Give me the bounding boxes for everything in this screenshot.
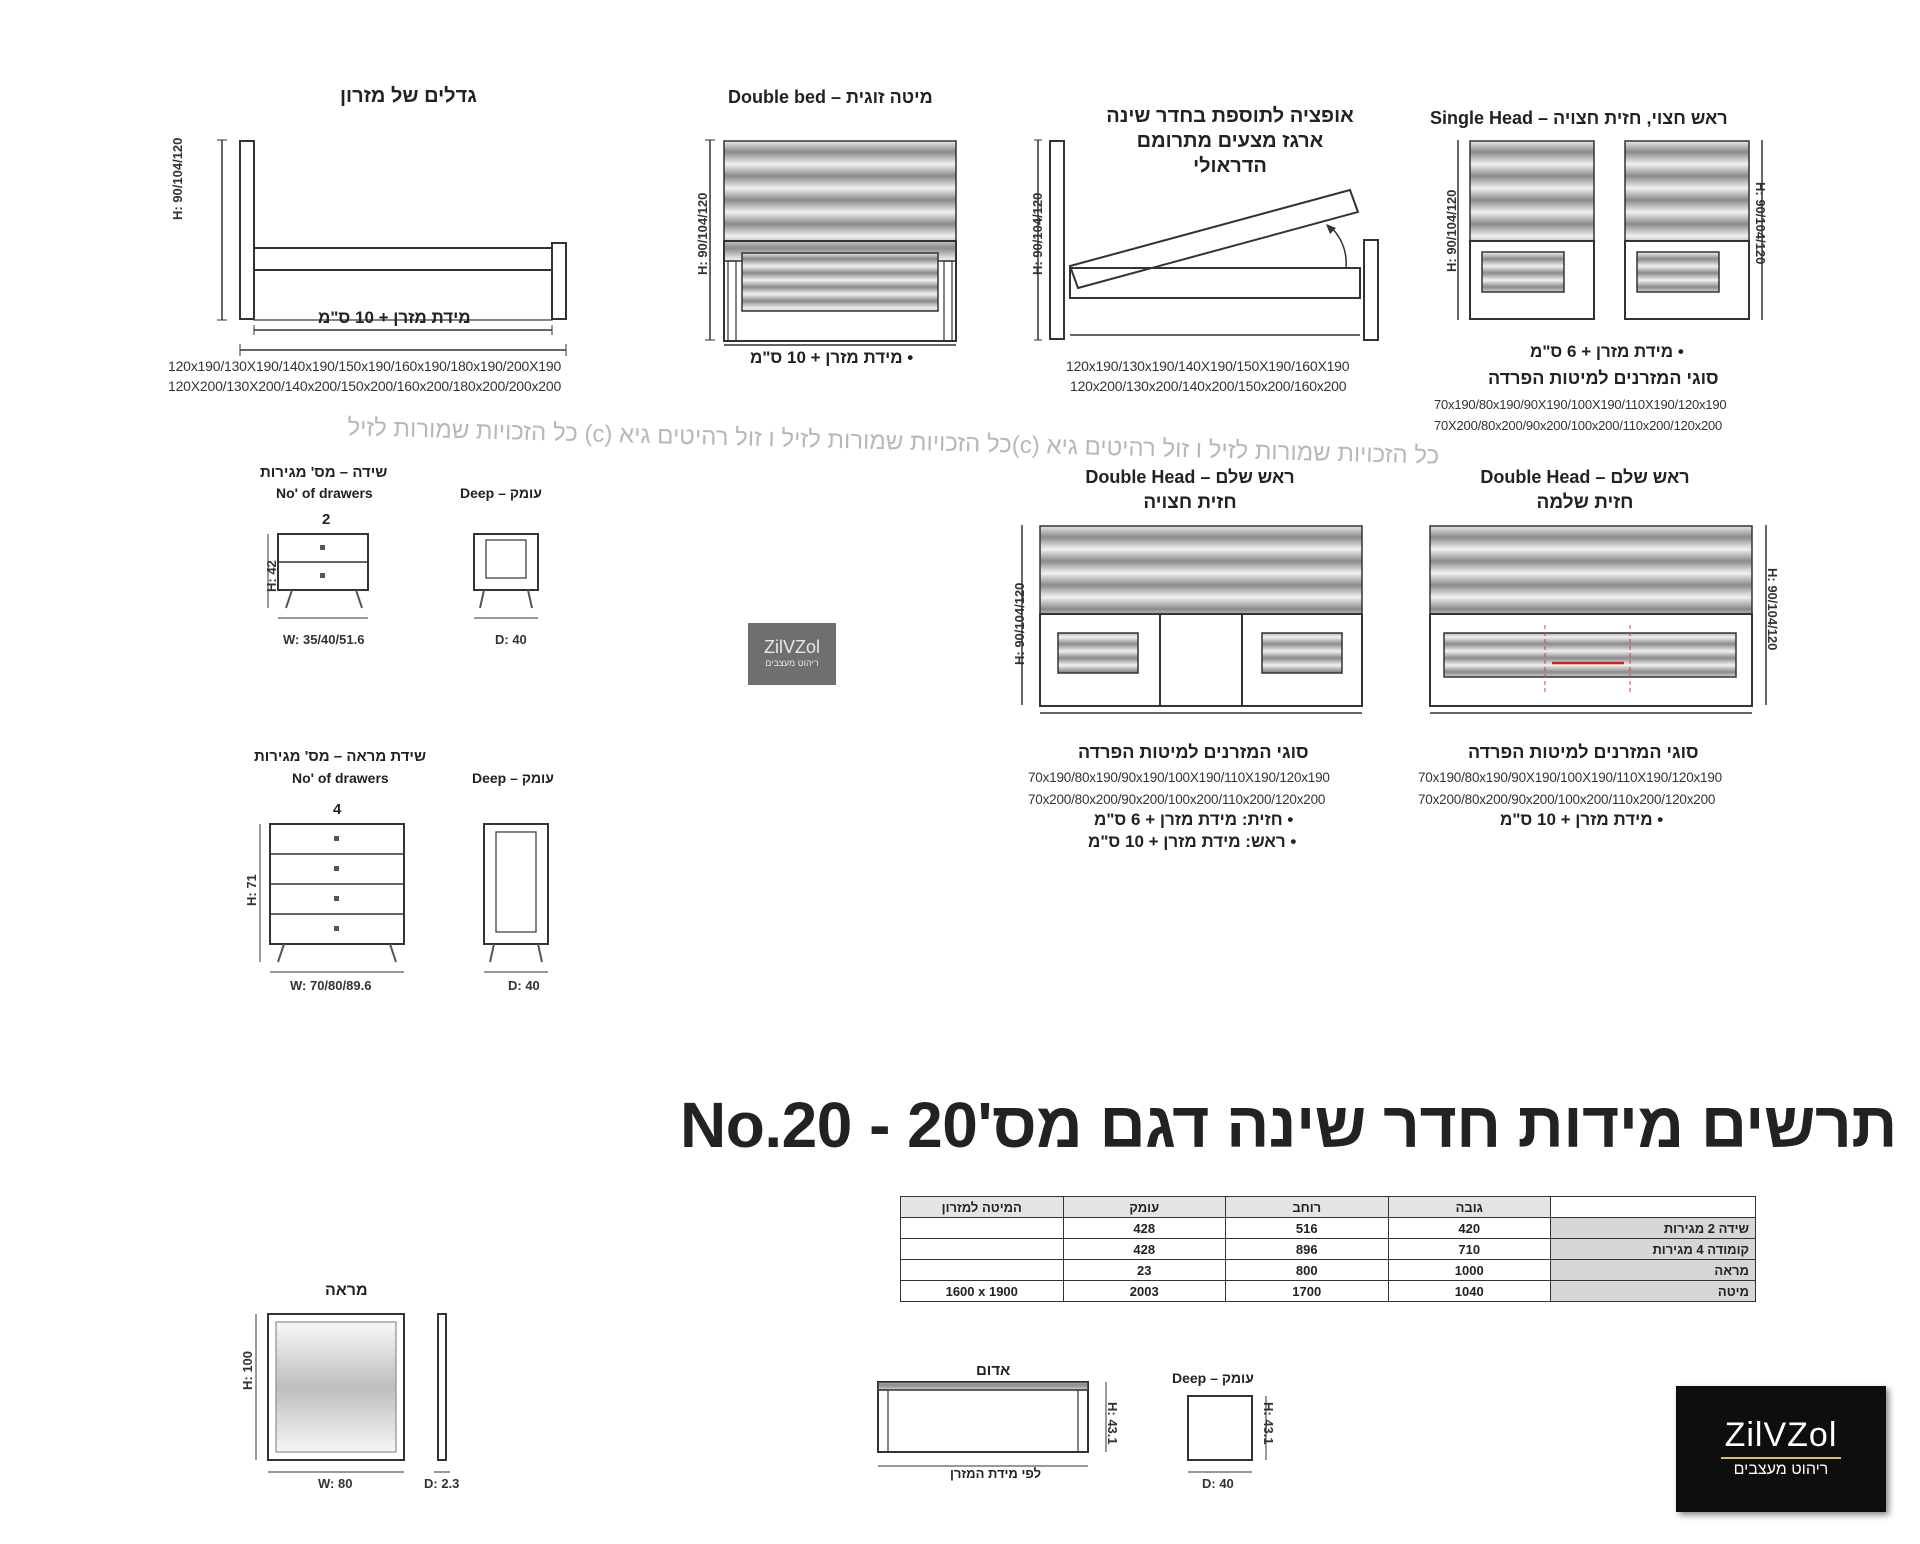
table-row <box>901 1281 1756 1302</box>
table-cell: 23 <box>1063 1260 1226 1281</box>
double-bed-height-label: H: 90/104/120 <box>695 192 710 275</box>
double-head-split-heading1: ראש שלם – Double Head <box>1085 467 1295 487</box>
dresser-heading: שידת מראה – מס' מגירות <box>254 748 427 765</box>
brand-logo-underline <box>1721 1457 1841 1459</box>
dresser-depth: D: 40 <box>508 978 540 993</box>
mirror-heading: מראה <box>325 1282 368 1299</box>
mirror-drawing <box>250 1310 460 1480</box>
spec-header-mattress: המיטה למזרון <box>901 1197 1064 1218</box>
hydraulic-heading-line3: הדראולי <box>1193 155 1267 177</box>
single-head-subheading: סוגי המזרנים למיטות הפרדה <box>1488 368 1719 388</box>
double-head-full-note: • מידת מזרן + 10 ס"מ <box>1500 810 1664 829</box>
table-cell: 420 <box>1388 1218 1551 1239</box>
single-head-height-left: H: 90/104/120 <box>1444 189 1459 272</box>
dresser-deep-label: Deep – עומק <box>472 770 554 786</box>
table-row <box>901 1218 1756 1239</box>
double-bed-heading: מיטה זוגית – Double bed <box>728 87 933 107</box>
bench-depth: D: 40 <box>1202 1476 1234 1491</box>
single-head-drawing <box>1450 140 1780 325</box>
double-head-split-note2: • ראש: מידת מזרן + 10 ס"מ <box>1088 832 1297 851</box>
spec-header-depth: עומק <box>1063 1197 1226 1218</box>
nightstand-deep-label: Deep – עומק <box>460 485 542 501</box>
nightstand-front-drawing <box>270 530 380 630</box>
table-row <box>901 1239 1756 1260</box>
dresser-front-drawing <box>250 820 420 980</box>
nightstand-depth: D: 40 <box>495 632 527 647</box>
single-head-height-right: H: 90/104/120 <box>1753 182 1768 265</box>
spec-header-height: גובה <box>1388 1197 1551 1218</box>
nightstand-heading: שידה – מס' מגירות <box>260 464 388 481</box>
mirror-depth: D: 2.3 <box>424 1476 460 1491</box>
table-cell: 896 <box>1226 1239 1389 1260</box>
single-head-heading: ראש חצוי, חזית חצויה – Single Head <box>1430 108 1728 128</box>
mattress-sizes-line1: 120x190/130X190/140x190/150x190/160x190/180x190/200X190 <box>168 358 562 374</box>
table-cell <box>901 1239 1064 1260</box>
double-head-split-sizes2: 70x200/80x200/90x200/100x200/110x200/120x200 <box>1028 792 1326 807</box>
brand-logo-tagline: ריהוט מעצבים <box>1733 1461 1829 1478</box>
nightstand-drawers-label: No' of drawers <box>276 485 373 501</box>
double-head-split-heading2: חזית חצויה <box>1143 492 1237 513</box>
double-head-full-heading1: ראש שלם – Double Head <box>1480 467 1690 487</box>
table-cell: 710 <box>1388 1239 1551 1260</box>
mattress-height-label: H: 90/104/120 <box>170 137 185 220</box>
dresser-drawers-count: 4 <box>333 801 342 818</box>
double-head-split-height: H: 90/104/120 <box>1012 582 1027 665</box>
hydraulic-sizes-line1: 120x190/130x190/140X190/150X190/160X190 <box>1066 358 1350 374</box>
nightstand-side-drawing <box>468 530 548 630</box>
table-cell: 2003 <box>1063 1281 1226 1302</box>
table-cell <box>901 1218 1064 1239</box>
hydraulic-heading-line2: ארגז מצעים מתרומם <box>1136 130 1324 152</box>
double-head-full-sizes1: 70x190/80x190/90X190/100X190/110X190/120x190 <box>1418 770 1722 785</box>
single-head-note: • מידת מזרן + 6 ס"מ <box>1530 342 1684 361</box>
table-row-label: מראה <box>1551 1260 1756 1281</box>
hydraulic-sizes-line2: 120x200/130x200/140x200/150x200/160x200 <box>1070 378 1347 394</box>
table-cell: 428 <box>1063 1218 1226 1239</box>
bench-deep-label: Deep – עומק <box>1172 1370 1254 1386</box>
spec-table-header-row <box>901 1197 1756 1218</box>
hydraulic-bed-drawing <box>1030 140 1390 350</box>
double-head-full-drawing <box>1420 525 1770 720</box>
table-row-label: מיטה <box>1551 1281 1756 1302</box>
dresser-side-drawing <box>478 820 558 980</box>
table-cell: 1040 <box>1388 1281 1551 1302</box>
brand-logo-small <box>748 623 836 685</box>
table-cell: 1000 <box>1388 1260 1551 1281</box>
double-head-split-sizes1: 70x190/80x190/90x190/100X190/110X190/120x190 <box>1028 770 1330 785</box>
brand-logo-small-tagline: ריהוט מעצבים <box>765 658 819 668</box>
double-head-full-sizes2: 70x200/80x200/90x200/100x200/110x200/120x200 <box>1418 792 1716 807</box>
dresser-height: H: 71 <box>244 874 259 906</box>
table-cell: 800 <box>1226 1260 1389 1281</box>
spec-table <box>900 1196 1756 1302</box>
double-bed-note: • מידת מזרן + 10 ס"מ <box>750 348 914 367</box>
mirror-width: W: 80 <box>318 1476 353 1491</box>
table-cell: 516 <box>1226 1218 1389 1239</box>
brand-logo-text: ZilVZol <box>1724 1416 1838 1454</box>
bench-width-note: לפי מידת המזרן <box>950 1466 1042 1481</box>
single-head-sizes-line2: 70X200/80x200/90x200/100x200/110x200/120x200 <box>1434 418 1723 433</box>
table-cell: 428 <box>1063 1239 1226 1260</box>
bench-heading: אדום <box>976 1362 1011 1379</box>
double-head-split-subheading: סוגי המזרנים למיטות הפרדה <box>1078 742 1309 762</box>
single-head-sizes-line1: 70x190/80x190/90X190/100X190/110X190/120x190 <box>1434 397 1727 412</box>
page-title: תרשים מידות חדר שינה דגם מס'20 - No.20 <box>680 1089 1897 1161</box>
brand-logo-small-text: ZilVZol <box>763 637 820 657</box>
table-row <box>901 1260 1756 1281</box>
mirror-height: H: 100 <box>240 1350 255 1390</box>
double-bed-drawing <box>700 140 970 350</box>
table-row-label: קומודה 4 מגירות <box>1551 1239 1756 1260</box>
hydraulic-height-label: H: 90/104/120 <box>1030 192 1045 275</box>
nightstand-height: H: 42 <box>264 560 279 592</box>
bench-height: H: 43.1 <box>1105 1402 1120 1445</box>
double-head-full-height: H: 90/104/120 <box>1765 568 1780 651</box>
spec-header-width: רוחב <box>1226 1197 1389 1218</box>
double-head-full-heading2: חזית שלמה <box>1536 492 1634 513</box>
mattress-inner-label: מידת מזרן + 10 ס"מ <box>318 308 471 327</box>
nightstand-width: W: 35/40/51.6 <box>283 632 365 647</box>
spec-header-item <box>1551 1197 1756 1218</box>
hydraulic-heading-line1: אופציה לתוספת בחדר שינה <box>1106 105 1354 127</box>
dresser-drawers-label: No' of drawers <box>292 770 389 786</box>
brand-logo <box>1676 1386 1886 1512</box>
nightstand-drawers-count: 2 <box>322 511 331 528</box>
mattress-sizes-heading: גדלים של מזרון <box>340 85 477 107</box>
double-head-split-note1: • חזית: מידת מזרן + 6 ס"מ <box>1094 810 1294 829</box>
watermark: כל הזכויות שמורות לזיל ו זול רהיטים גיא (c)כל הזכויות שמורות לזיל ו זול רהיטים גיא (c) כל הזכויות שמורות לזיל <box>347 414 1440 470</box>
mattress-sizes-line2: 120X200/130X200/140x200/150x200/160x200/180x200/200x200 <box>168 378 562 394</box>
table-row-label: שידה 2 מגירות <box>1551 1218 1756 1239</box>
dresser-width: W: 70/80/89.6 <box>290 978 372 993</box>
bench-side-height: H: 43.1 <box>1261 1402 1276 1445</box>
table-cell: 1700 <box>1226 1281 1389 1302</box>
table-cell: 1600 x 1900 <box>901 1281 1064 1302</box>
double-head-split-drawing <box>1010 525 1360 720</box>
table-cell <box>901 1260 1064 1281</box>
double-head-full-subheading: סוגי המזרנים למיטות הפרדה <box>1468 742 1699 762</box>
